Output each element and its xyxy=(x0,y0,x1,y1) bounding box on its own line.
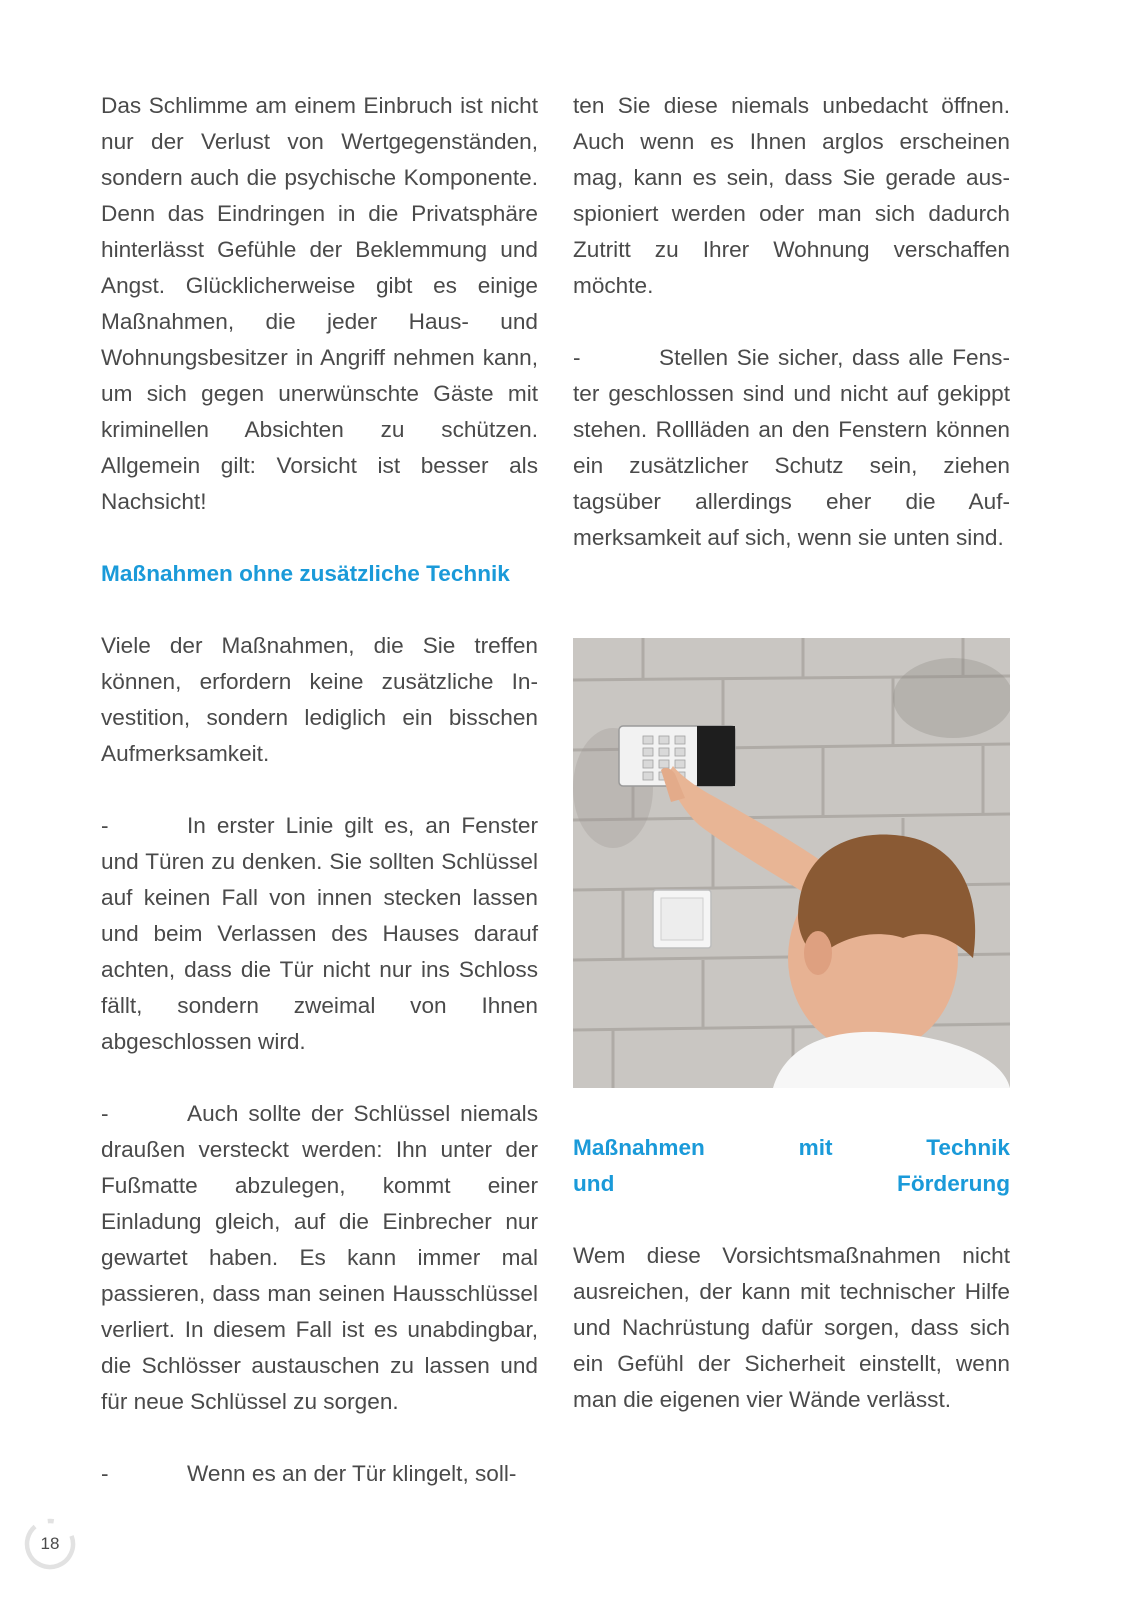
list-item-text: Stellen Sie sicher, dass alle Fenster geschlossen sind und nicht auf gekippt stehen. Rollläden an den Fenstern können ein zusätzlicher Schutz sein, ziehen tagsüber allerdings eher die Aufmerksamkeit auf sich, wenn sie unten sind. xyxy=(573,345,1010,550)
page-number-badge xyxy=(24,1518,76,1570)
heading-measures-with-technology-line-2 xyxy=(573,1166,1010,1202)
list-item-text: Wenn es an der Tür klingelt, soll- xyxy=(187,1461,517,1486)
left-column xyxy=(101,88,538,1528)
list-item xyxy=(573,340,1010,556)
heading-measures-without-technology: Maßnahmen ohne zusätzliche Technik xyxy=(101,561,510,586)
photo-illustration xyxy=(573,638,1010,1088)
list-item xyxy=(101,808,538,1060)
list-item xyxy=(101,1096,538,1420)
bullet-dash: - xyxy=(101,1101,109,1126)
list-item-text: In erster Linie gilt es, an Fenster und Türen zu denken. Sie sollten Schlüssel auf keinen Fall von innen stecken lassen und beim Verlassen des Hauses darauf achten, dass die Tür nicht nur ins Schloss fällt, sondern zweimal von Ihnen abgeschlossen wird. xyxy=(101,813,538,1054)
bullet-dash: - xyxy=(101,813,109,838)
bullet-dash: - xyxy=(101,1461,109,1486)
right-column xyxy=(573,88,1010,1454)
paragraph-attention: Viele der Maßnahmen, die Sie treffen können, erfordern keine zusätzliche Investition, sondern lediglich ein bisschen Aufmerksamkeit. xyxy=(101,633,538,766)
alarm-keypad-photo xyxy=(573,638,1010,1088)
list-item-text: Auch sollte der Schlüssel niemals draußen versteckt werden: Ihn unter der Fußmatte abzulegen, kommt einer Einladung gleich, auf die Einbrecher nur gewartet haben. Es kann immer mal passieren, dass man seinen Hausschlüssel verliert. In diesem Fall ist es unabdingbar, die Schlösser austauschen zu lassen und für neue Schlüssel zu sorgen. xyxy=(101,1101,538,1414)
intro-paragraph: Das Schlimme am einem Einbruch ist nicht nur der Verlust von Wertgegenständen, sondern auch die psychische Komponente. Denn das Eindringen in die Privatsphäre hinterlässt Gefühle der Beklemmung und Angst. Glücklicherweise gibt es einige Maßnahmen, die jeder Haus- und Wohnungsbesitzer in Angriff nehmen kann, um sich gegen unerwünschte Gäste mit kriminellen Absichten zu schützen. Allgemein gilt: Vorsicht ist besser als Nachsicht! xyxy=(101,93,538,514)
heading-measures-with-technology xyxy=(573,1130,1010,1166)
paragraph-technical-help: Wem diese Vorsichtsmaßnahmen nicht ausreichen, der kann mit technischer Hilfe und Nachrüstung dafür sorgen, dass sich ein Gefühl der Sicherheit einstellt, wenn man die eigenen vier Wände verlässt. xyxy=(573,1243,1010,1412)
heading-line-2: und Förderung xyxy=(573,1171,1010,1196)
bullet-dash: - xyxy=(573,345,581,370)
list-item xyxy=(101,1456,538,1492)
page-number: 18 xyxy=(40,1534,60,1553)
heading-line-1: Maßnahmen mit Technik xyxy=(573,1135,1010,1160)
continued-paragraph: ten Sie diese niemals unbedacht öffnen. Auch wenn es Ihnen arglos erscheinen mag, kann es sein, dass Sie gerade ausspioniert werden oder man sich dadurch Zutritt zu Ihrer Wohnung verschaffen möchte. xyxy=(573,93,1010,298)
